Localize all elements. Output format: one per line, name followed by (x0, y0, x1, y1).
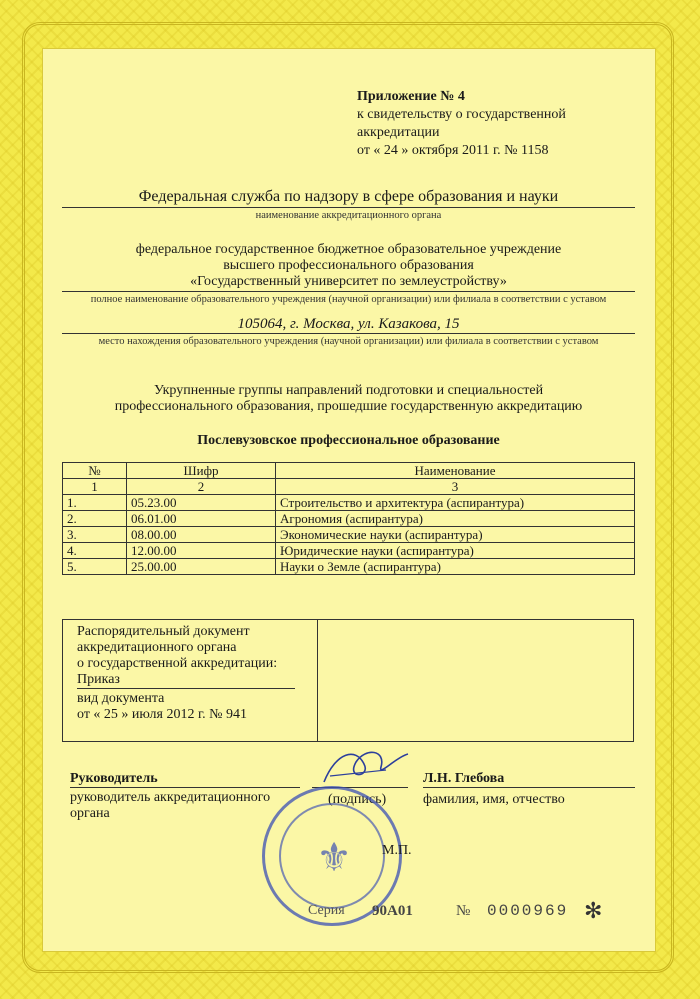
location-rule (62, 333, 635, 334)
seal-inner-ring (279, 803, 385, 909)
appendix-line-3: от « 24 » октября 2011 г. № 1158 (357, 143, 549, 158)
row-number: 1. (63, 495, 127, 511)
serial-label: Серия (308, 903, 345, 918)
role-caption-1: руководитель аккредитационного (70, 790, 271, 805)
row-name: Науки о Земле (аспирантура) (276, 559, 635, 575)
row-name: Экономические науки (аспирантура) (276, 527, 635, 543)
institution-line-1: федеральное государственное бюджетное образовательное учреждение (135, 242, 562, 257)
appendix-title: Приложение № 4 (357, 89, 465, 104)
row-name: Юридические науки (аспирантура) (276, 543, 635, 559)
name-rule (423, 787, 635, 788)
row-code: 25.00.00 (127, 559, 276, 575)
name-caption: фамилия, имя, отчество (423, 792, 565, 807)
order-type-rule (77, 688, 295, 689)
role-rule (70, 787, 300, 788)
row-number: 3. (63, 527, 127, 543)
table-row (63, 559, 635, 575)
numbering-cell: 1 (63, 479, 127, 495)
groups-heading-line-1: Укрупненные группы направлений подготовки и специальностей (153, 383, 544, 398)
serial-star-mark: ✻ (584, 898, 603, 923)
table-row (63, 543, 635, 559)
numbering-cell: 3 (276, 479, 635, 495)
appendix-line-2: аккредитации (357, 125, 440, 140)
table-row (63, 495, 635, 511)
row-code: 06.01.00 (127, 511, 276, 527)
institution-line-2: высшего профессионального образования (223, 258, 474, 273)
row-number: 5. (63, 559, 127, 575)
row-name: Агрономия (аспирантура) (276, 511, 635, 527)
header-name: Наименование (276, 463, 635, 479)
sign-caption: (подпись) (328, 792, 387, 807)
table-row (63, 511, 635, 527)
order-line-1: Распорядительный документ (77, 624, 250, 639)
order-document-box (62, 619, 634, 742)
table-numbering-row (63, 479, 635, 495)
row-number: 4. (63, 543, 127, 559)
box-divider (317, 620, 318, 741)
row-code: 08.00.00 (127, 527, 276, 543)
institution-caption: полное наименование образовательного учреждения (научной организации) или филиала в соответствии с уставом (90, 294, 607, 305)
header-number: № (63, 463, 127, 479)
serial-number: 0000969 (487, 902, 569, 920)
table-row (63, 527, 635, 543)
header-code: Шифр (127, 463, 276, 479)
order-line-2: аккредитационного органа (77, 640, 237, 655)
signatory-name: Л.Н. Глебова (423, 771, 505, 786)
row-name: Строительство и архитектура (аспирантура) (276, 495, 635, 511)
authority-name: Федеральная служба по надзору в сфере образования и науки (138, 188, 559, 205)
role-caption-2: органа (70, 806, 110, 821)
specialties-table (62, 462, 635, 575)
order-date: от « 25 » июля 2012 г. № 941 (77, 707, 247, 722)
authority-caption: наименование аккредитационного органа (255, 210, 442, 221)
order-type-value: Приказ (77, 672, 120, 687)
table-header-row (63, 463, 635, 479)
seal-mark-label: М.П. (382, 843, 412, 858)
serial-number-label: № (456, 903, 471, 919)
handwritten-signature (316, 742, 416, 792)
order-type-caption: вид документа (77, 691, 165, 706)
row-code: 12.00.00 (127, 543, 276, 559)
authority-rule (62, 207, 635, 208)
row-number: 2. (63, 511, 127, 527)
institution-rule (62, 291, 635, 292)
groups-heading-line-2: профессионального образования, прошедшие государственную аккредитацию (114, 399, 583, 414)
location-address: 105064, г. Москва, ул. Казакова, 15 (237, 316, 460, 332)
numbering-cell: 2 (127, 479, 276, 495)
signatory-role: Руководитель (70, 771, 158, 786)
institution-line-3: «Государственный университет по землеустройству» (190, 274, 507, 289)
location-caption: место нахождения образовательного учреждения (научной организации) или филиала в соответствии с уставом (98, 336, 599, 347)
eagle-emblem-icon: ⚜ (316, 835, 352, 880)
order-line-3: о государственной аккредитации: (77, 656, 278, 671)
section-title: Послевузовское профессиональное образование (197, 433, 500, 448)
appendix-line-1: к свидетельству о государственной (357, 107, 566, 122)
row-code: 05.23.00 (127, 495, 276, 511)
serial-series: 90А01 (372, 903, 413, 919)
